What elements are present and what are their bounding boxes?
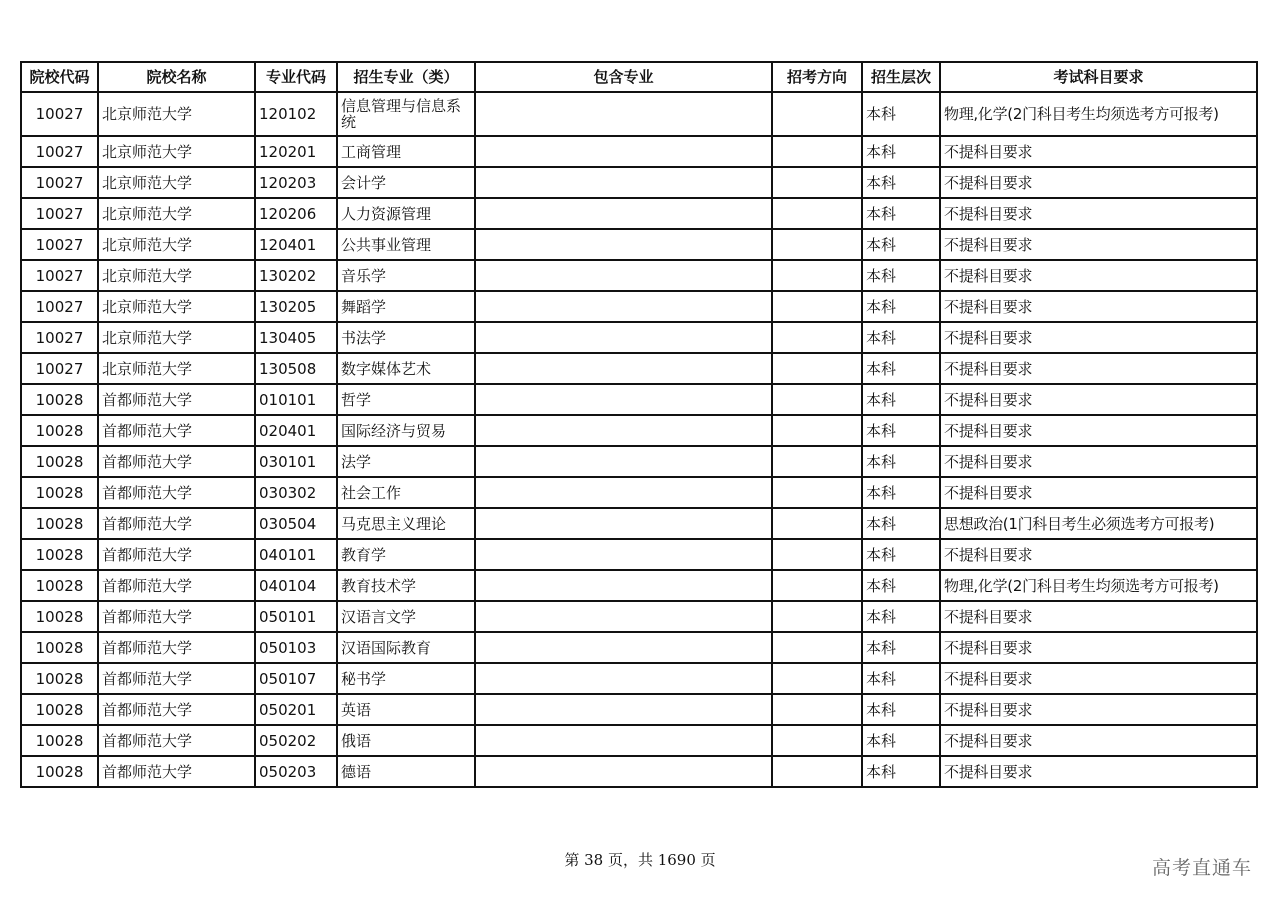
cell-requirement: 物理,化学(2门科目考生均须选考方可报考) [940,570,1257,601]
cell-school-name: 北京师范大学 [98,229,255,260]
cell-major: 舞蹈学 [337,291,475,322]
header-major: 招生专业（类） [337,62,475,92]
cell-level: 本科 [862,663,940,694]
cell-level: 本科 [862,694,940,725]
cell-major: 国际经济与贸易 [337,415,475,446]
cell-requirement: 物理,化学(2门科目考生均须选考方可报考) [940,92,1257,136]
cell-school-name: 北京师范大学 [98,353,255,384]
cell-direction [772,353,862,384]
cell-major: 俄语 [337,725,475,756]
cell-included [475,229,772,260]
cell-school-code: 10028 [21,663,98,694]
table-row [21,477,1257,508]
cell-school-name: 北京师范大学 [98,92,255,136]
cell-included [475,601,772,632]
cell-school-code: 10027 [21,260,98,291]
cell-included [475,198,772,229]
cell-included [475,539,772,570]
cell-school-code: 10028 [21,539,98,570]
cell-level: 本科 [862,260,940,291]
cell-requirement: 不提科目要求 [940,353,1257,384]
table-body [21,92,1257,787]
cell-included [475,756,772,787]
cell-school-code: 10028 [21,508,98,539]
cell-included [475,291,772,322]
cell-school-name: 首都师范大学 [98,756,255,787]
cell-level: 本科 [862,756,940,787]
table-row [21,260,1257,291]
cell-level: 本科 [862,136,940,167]
cell-requirement: 思想政治(1门科目考生必须选考方可报考) [940,508,1257,539]
cell-major-code: 050107 [255,663,337,694]
cell-included [475,632,772,663]
cell-requirement: 不提科目要求 [940,198,1257,229]
cell-direction [772,539,862,570]
cell-requirement: 不提科目要求 [940,291,1257,322]
header-direction: 招考方向 [772,62,862,92]
cell-major-code: 020401 [255,415,337,446]
cell-major: 汉语国际教育 [337,632,475,663]
cell-direction [772,167,862,198]
cell-included [475,663,772,694]
cell-requirement: 不提科目要求 [940,601,1257,632]
cell-school-name: 北京师范大学 [98,136,255,167]
cell-school-code: 10028 [21,446,98,477]
cell-major-code: 040101 [255,539,337,570]
table-row [21,229,1257,260]
cell-included [475,384,772,415]
cell-school-name: 首都师范大学 [98,477,255,508]
cell-requirement: 不提科目要求 [940,136,1257,167]
cell-direction [772,322,862,353]
cell-level: 本科 [862,229,940,260]
cell-school-name: 首都师范大学 [98,539,255,570]
cell-level: 本科 [862,725,940,756]
table-row [21,198,1257,229]
cell-school-name: 首都师范大学 [98,663,255,694]
cell-requirement: 不提科目要求 [940,167,1257,198]
cell-school-code: 10028 [21,601,98,632]
cell-requirement: 不提科目要求 [940,539,1257,570]
cell-major-code: 120206 [255,198,337,229]
cell-school-name: 首都师范大学 [98,632,255,663]
cell-school-code: 10028 [21,632,98,663]
cell-major-code: 050202 [255,725,337,756]
table-row [21,415,1257,446]
header-level: 招生层次 [862,62,940,92]
cell-requirement: 不提科目要求 [940,322,1257,353]
header-school-code: 院校代码 [21,62,98,92]
cell-level: 本科 [862,508,940,539]
cell-major-code: 120102 [255,92,337,136]
header-requirement: 考试科目要求 [940,62,1257,92]
table-row [21,694,1257,725]
cell-included [475,477,772,508]
table-row [21,725,1257,756]
cell-direction [772,198,862,229]
cell-major: 公共事业管理 [337,229,475,260]
table-row [21,322,1257,353]
cell-major: 秘书学 [337,663,475,694]
cell-included [475,570,772,601]
cell-level: 本科 [862,353,940,384]
cell-school-code: 10027 [21,92,98,136]
table-row [21,632,1257,663]
cell-major-code: 130405 [255,322,337,353]
cell-school-name: 首都师范大学 [98,570,255,601]
cell-school-code: 10028 [21,415,98,446]
cell-direction [772,446,862,477]
cell-requirement: 不提科目要求 [940,415,1257,446]
cell-direction [772,136,862,167]
cell-requirement: 不提科目要求 [940,384,1257,415]
cell-direction [772,756,862,787]
table-row [21,539,1257,570]
cell-major: 马克思主义理论 [337,508,475,539]
cell-level: 本科 [862,539,940,570]
cell-school-name: 首都师范大学 [98,446,255,477]
cell-direction [772,229,862,260]
cell-requirement: 不提科目要求 [940,632,1257,663]
cell-direction [772,415,862,446]
cell-school-name: 首都师范大学 [98,508,255,539]
cell-school-name: 首都师范大学 [98,415,255,446]
cell-major: 德语 [337,756,475,787]
cell-requirement: 不提科目要求 [940,446,1257,477]
cell-included [475,415,772,446]
cell-school-code: 10027 [21,136,98,167]
cell-major: 会计学 [337,167,475,198]
cell-level: 本科 [862,446,940,477]
admission-table [20,61,1258,788]
cell-major-code: 120203 [255,167,337,198]
cell-included [475,322,772,353]
table-row [21,136,1257,167]
cell-level: 本科 [862,291,940,322]
cell-school-code: 10028 [21,570,98,601]
cell-major-code: 010101 [255,384,337,415]
table-row [21,446,1257,477]
cell-school-name: 北京师范大学 [98,167,255,198]
cell-level: 本科 [862,198,940,229]
cell-major-code: 130202 [255,260,337,291]
cell-school-name: 首都师范大学 [98,725,255,756]
cell-major-code: 050101 [255,601,337,632]
cell-school-name: 北京师范大学 [98,322,255,353]
cell-major-code: 040104 [255,570,337,601]
cell-major-code: 120201 [255,136,337,167]
cell-requirement: 不提科目要求 [940,260,1257,291]
cell-direction [772,632,862,663]
cell-school-name: 首都师范大学 [98,694,255,725]
cell-direction [772,291,862,322]
cell-major-code: 120401 [255,229,337,260]
table-row [21,570,1257,601]
page-number: 第 38 页，共 1690 页 [564,851,716,869]
cell-included [475,353,772,384]
cell-major: 哲学 [337,384,475,415]
cell-direction [772,725,862,756]
cell-direction [772,570,862,601]
cell-requirement: 不提科目要求 [940,725,1257,756]
table-row [21,353,1257,384]
cell-school-code: 10028 [21,384,98,415]
cell-requirement: 不提科目要求 [940,694,1257,725]
cell-direction [772,260,862,291]
cell-major: 人力资源管理 [337,198,475,229]
cell-major: 书法学 [337,322,475,353]
cell-major-code: 050203 [255,756,337,787]
cell-included [475,92,772,136]
table-row [21,508,1257,539]
cell-school-code: 10027 [21,322,98,353]
cell-major: 数字媒体艺术 [337,353,475,384]
cell-major: 工商管理 [337,136,475,167]
cell-school-code: 10028 [21,725,98,756]
cell-major-code: 050103 [255,632,337,663]
watermark: 高考直通车 [1151,857,1252,879]
cell-major: 法学 [337,446,475,477]
cell-level: 本科 [862,632,940,663]
header-major-code: 专业代码 [255,62,337,92]
cell-major: 汉语言文学 [337,601,475,632]
cell-major-code: 130508 [255,353,337,384]
table-row [21,167,1257,198]
cell-level: 本科 [862,384,940,415]
cell-direction [772,92,862,136]
cell-direction [772,694,862,725]
table-row [21,601,1257,632]
cell-school-name: 北京师范大学 [98,198,255,229]
cell-major-code: 030302 [255,477,337,508]
cell-school-code: 10028 [21,756,98,787]
cell-included [475,260,772,291]
cell-level: 本科 [862,601,940,632]
cell-major: 教育技术学 [337,570,475,601]
cell-major: 社会工作 [337,477,475,508]
table-row [21,663,1257,694]
cell-level: 本科 [862,92,940,136]
cell-major-code: 050201 [255,694,337,725]
cell-requirement: 不提科目要求 [940,663,1257,694]
cell-level: 本科 [862,415,940,446]
table-row [21,291,1257,322]
cell-requirement: 不提科目要求 [940,756,1257,787]
cell-requirement: 不提科目要求 [940,477,1257,508]
cell-level: 本科 [862,477,940,508]
cell-direction [772,601,862,632]
cell-school-code: 10028 [21,694,98,725]
cell-school-code: 10027 [21,229,98,260]
cell-major-code: 130205 [255,291,337,322]
cell-school-code: 10027 [21,167,98,198]
header-row [21,62,1257,92]
cell-school-code: 10027 [21,291,98,322]
cell-direction [772,384,862,415]
cell-school-name: 北京师范大学 [98,260,255,291]
cell-school-name: 首都师范大学 [98,601,255,632]
cell-included [475,725,772,756]
cell-school-code: 10027 [21,353,98,384]
cell-level: 本科 [862,167,940,198]
cell-direction [772,477,862,508]
header-school-name: 院校名称 [98,62,255,92]
cell-included [475,167,772,198]
cell-included [475,508,772,539]
cell-major: 信息管理与信息系统 [337,92,475,136]
table-row [21,756,1257,787]
cell-included [475,446,772,477]
cell-level: 本科 [862,322,940,353]
cell-school-name: 北京师范大学 [98,291,255,322]
cell-major: 教育学 [337,539,475,570]
cell-direction [772,508,862,539]
cell-included [475,136,772,167]
table-row [21,92,1257,136]
cell-requirement: 不提科目要求 [940,229,1257,260]
cell-included [475,694,772,725]
header-included: 包含专业 [475,62,772,92]
cell-school-name: 首都师范大学 [98,384,255,415]
cell-direction [772,663,862,694]
cell-major: 英语 [337,694,475,725]
cell-school-code: 10027 [21,198,98,229]
table-row [21,384,1257,415]
cell-major-code: 030101 [255,446,337,477]
cell-major-code: 030504 [255,508,337,539]
cell-school-code: 10028 [21,477,98,508]
cell-major: 音乐学 [337,260,475,291]
cell-level: 本科 [862,570,940,601]
